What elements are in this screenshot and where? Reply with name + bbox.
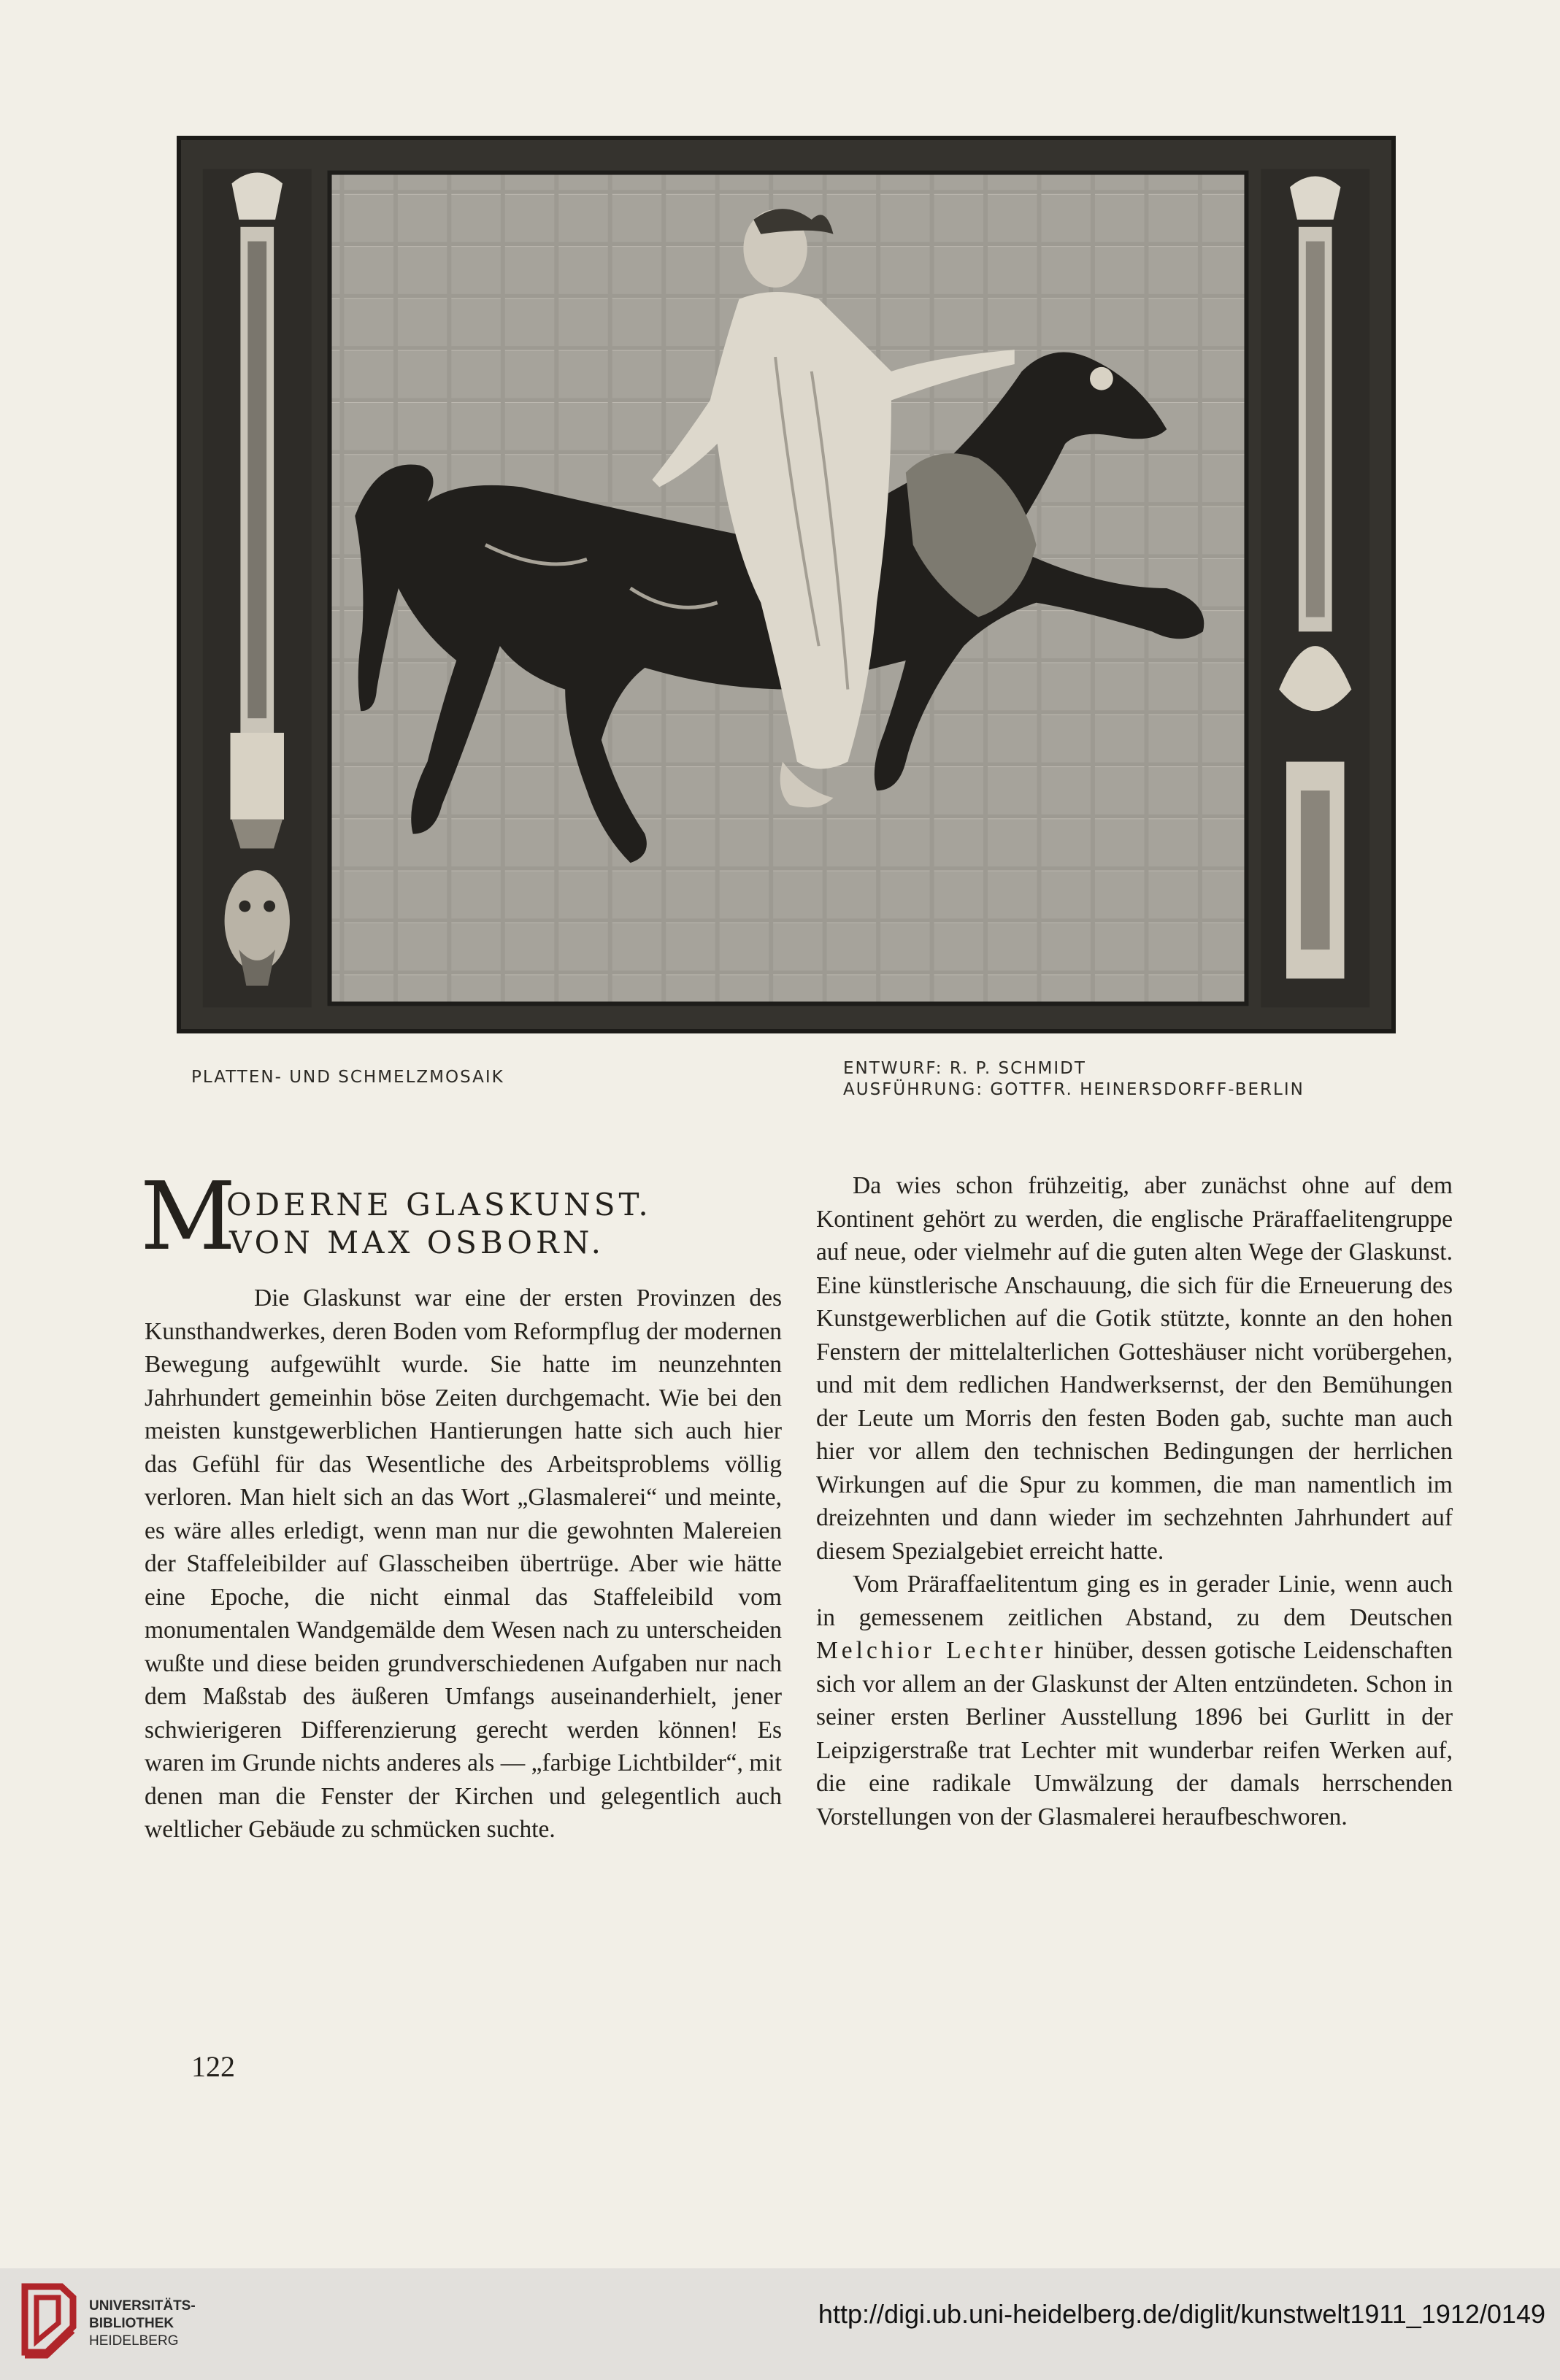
library-line-2: BIBLIOTHEK (89, 2316, 174, 2331)
drop-cap: M (140, 1163, 237, 1271)
caption-execution-credit: AUSFÜHRUNG: GOTTFR. HEINERSDORFF-BERLIN (843, 1080, 1305, 1099)
footer-bar (0, 2268, 1560, 2380)
figure-caption-left: PLATTEN- UND SCHMELZMOSAIK (191, 1068, 504, 1087)
mosaic-image (181, 140, 1391, 1029)
paragraph: Die Glaskunst war eine der ersten Provinzen des Kunsthandwerkes, deren Boden vom Reformpflug der modernen Bewegung aufgewühlt wurde. Sie hatte im neunzehnten Jahrhundert gemeinhin böse Zeiten durchgemacht. Wie bei den meisten kunstgewerblichen Hantierungen hatte sich auch hier das Gefühl für das Wesentliche des Arbeitsproblems völlig verloren. Man hielt sich an das Wort „Glasmalerei“ und meinte, es wäre alles erledigt, wenn man nur die gewohnten Malereien der Staffeleibilder auf Glasscheiben übertrüge. Aber wie hätte eine Epoche, die nicht einmal das Staffeleibild vom monumentalen Wandgemälde dem Wesen nach zu unterscheiden wußte und diese beiden grundverschiedenen Aufgaben nur nach dem Maßstab des äußeren Umfangs auseinanderhielt, jener schwierigeren Differenzierung gerecht werden können! Es waren im Grunde nichts anderes als — „farbige Lichtbilder“, mit denen man die Fenster der Kirchen und gelegentlich auch weltlicher Gebäude zu schmücken suchte. (145, 1285, 782, 1843)
university-library-logo-icon (18, 2283, 80, 2367)
paragraph-text: Vom Präraffaelitentum ging es in gerader Linie, wenn auch in gemessenem zeitlichen Abstand, zu dem Deutschen (816, 1571, 1453, 1631)
caption-design-credit: ENTWURF: R. P. SCHMIDT (843, 1059, 1086, 1078)
article-title (140, 1163, 695, 1271)
artist-name: Melchior Lechter (816, 1637, 1047, 1664)
text-column-left (145, 1282, 782, 1846)
library-line-1: UNIVERSITÄTS- (89, 2298, 196, 2314)
paragraph: Da wies schon frühzeitig, aber zunächst ohne auf dem Kontinent gehört zu werden, die englische Präraffaelitengruppe auf neue, oder vielmehr auf die guten alten Wege der Glaskunst. Eine künstlerische Anschauung, die sich für die Erneuerung des Kunstgewerblichen auf die Gotik stützte, konnte an den hohen Fenstern der mittelalterlichen Gotteshäuser nicht vorübergehen, und mit dem redlichen Handwerksernst, der den Bemühungen der Leute um Morris den festen Boden gab, suchte man auch hier vor allem den technischen Bedingungen der herrlichen Wirkungen auf die Spur zu kommen, die man namentlich im dreizehnten und dann wieder im sechzehnten Jahrhundert auf diesem Spezialgebiet erreicht hatte. (816, 1172, 1453, 1565)
text-column-right (816, 1169, 1453, 1833)
source-url[interactable]: http://digi.ub.uni-heidelberg.de/diglit/kunstwelt1911_1912/0149 (818, 2299, 1545, 2329)
author-line: VON MAX OSBORN. (229, 1225, 605, 1260)
paragraph (816, 1568, 1453, 1833)
title-line: ODERNE GLASKUNST. (226, 1187, 652, 1222)
figure-caption-right (843, 1058, 1305, 1101)
library-name (89, 2298, 196, 2350)
paragraph-text: hinüber, dessen gotische Leidenschaften sich vor allem an der Glaskunst der Alten entzündeten. Schon in seiner ersten Berliner Ausstellung 1896 bei Gurlitt in der Leipzigerstraße trat Lechter mit wunderbar reifen Werken auf, die eine radikale Umwälzung der damals herrschenden Vorstellungen von der Glasmalerei heraufbeschworen. (816, 1637, 1453, 1830)
page-number: 122 (191, 2050, 235, 2083)
library-line-3: HEIDELBERG (89, 2333, 179, 2349)
mosaic-illustration (177, 136, 1396, 1033)
